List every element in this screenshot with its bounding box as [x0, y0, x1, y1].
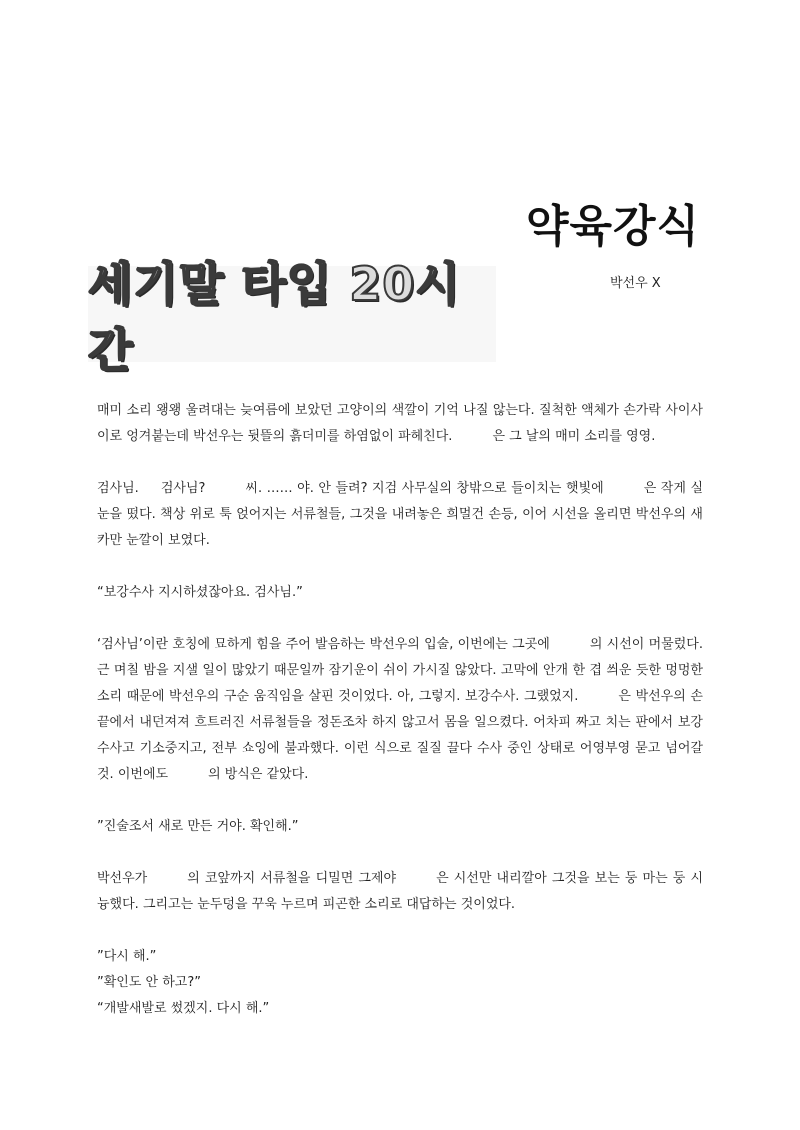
dialogue-line-1: ”다시 해.”: [97, 949, 157, 964]
banner-text: 세기말 타입 20시간: [88, 257, 461, 377]
paragraph-3: “보강수사 지시하셨잖아요. 검사님.”: [97, 585, 303, 600]
paragraph-6: 박선우가 의 코앞까지 서류철을 디밀면 그제야 은 시선만 내리깔아 그것을 보는 둥 마는 둥 시늉했다. 그리고는 눈두덩을 꾸욱 누르며 피곤한 소리로 대답하는 것이었다.: [97, 871, 703, 912]
banner-image: [88, 257, 496, 377]
paragraph-2: 검사님. 검사님? 씨. …… 야. 안 들려? 지검 사무실의 창밖으로 들이치는 햇빛에 은 작게 실눈을 떴다. 책상 위로 툭 얹어지는 서류철들, 그것을 내려놓은 희멀건 손등, 이어 시선을 올리면 박선우의 새카만 눈깔이 보였다.: [97, 481, 703, 548]
dialogue-line-3: “개발새발로 썼겠지. 다시 해.”: [97, 1001, 270, 1016]
document-title: 약육강식: [525, 201, 700, 252]
paragraph-4: ‘검사님’이란 호칭에 묘하게 힘을 주어 발음하는 박선우의 입술, 이번에는 그곳에 의 시선이 머물렀다. 근 며칠 밤을 지샐 일이 많았기 때문일까 잠기운이 쉬이 가시질 않았다. 고막에 안개 한 겹 씌운 듯한 멍멍한 소리 때문에 박선우의 구순 움직임을 살핀 것이었다. 아, 그렇지. 보강수사. 그랬었지. 은 박선우의 손끝에서 내던져져 흐트러진 서류철들을 정돈조차 하지 않고서 몸을 일으켰다. 어차피 짜고 치는 판에서 보강수사고 기소중지고, 전부 쇼잉에 불과했다. 이런 식으로 질질 끌다 수사 중인 상태로 어영부영 묻고 넘어갈 것. 이번에도 의 방식은 같았다.: [97, 637, 703, 782]
story-body: [97, 398, 703, 1022]
paragraph-1: 매미 소리 왱왱 울려대는 늦여름에 보았던 고양이의 색깔이 기억 나질 않는다. 질척한 액체가 손가락 사이사이로 엉겨붙는데 박선우는 뒷뜰의 흙더미를 하염없이 파헤친다. 은 그 날의 매미 소리를 영영.: [97, 403, 703, 444]
paragraph-5: ”진술조서 새로 만든 거야. 확인해.”: [97, 819, 299, 834]
dialogue-line-2: ”확인도 안 하고?”: [97, 975, 201, 990]
author-line: 박선우 X: [610, 276, 661, 291]
